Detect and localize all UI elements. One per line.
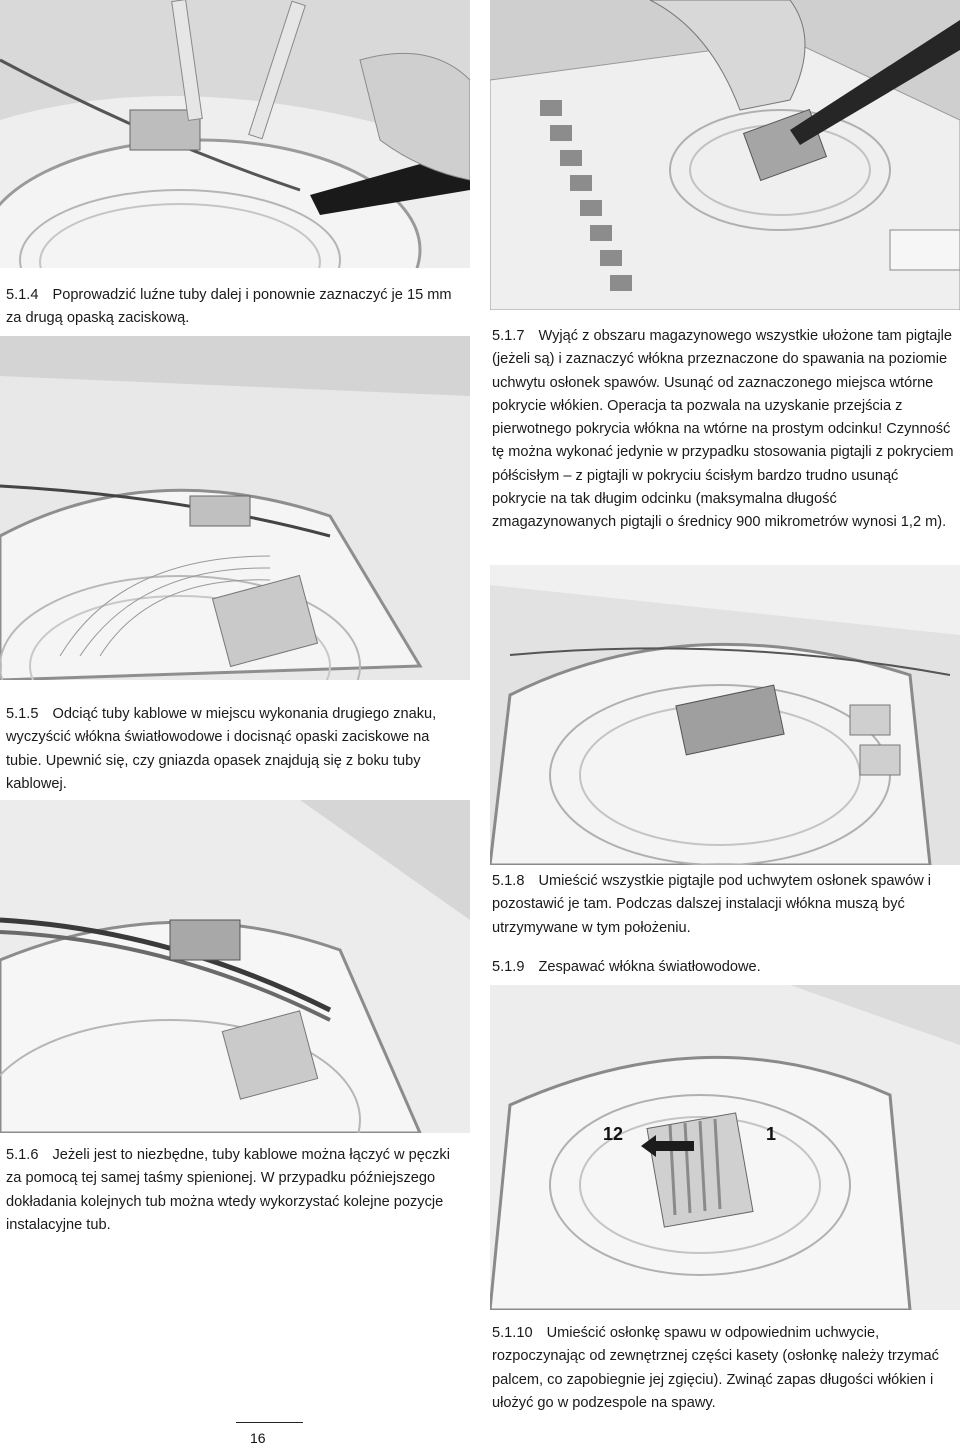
step-number: 5.1.10: [492, 1325, 533, 1341]
step-5-1-9: [492, 956, 954, 979]
step-number: 5.1.7: [492, 328, 525, 344]
step-text: Poprowadzić luźne tuby dalej i ponownie zaznaczyć je 15 mm za drugą opaską zaciskową.: [6, 287, 452, 327]
photo-cut-tubes: [0, 336, 470, 680]
step-number: 5.1.5: [6, 706, 39, 722]
photo-marking-tubes: [0, 0, 470, 268]
step-text: Umieścić wszystkie pigtajle pod uchwytem osłonek spawów i pozostawić je tam. Podczas dalszej instalacji włókna muszą być utrzymywane w tym położeniu.: [492, 873, 932, 936]
photo-bundled-tubes: [0, 800, 470, 1133]
page-number: 16: [250, 1430, 266, 1446]
step-number: 5.1.8: [492, 873, 525, 889]
footer-rule: [236, 1422, 303, 1423]
photo-splice-holder: [490, 985, 960, 1310]
step-text: Jeżeli jest to niezbędne, tuby kablowe można łączyć w pęczki za pomocą tej samej taśmy spienionej. W przypadku późniejszego dokładania kolejnych tub można wtedy wykorzystać kolejne pozycje instalacyjne tub.: [6, 1147, 450, 1233]
step-text: Wyjąć z obszaru magazynowego wszystkie ułożone tam pigtajle (jeżeli są) i zaznaczyć włókna przeznaczone do spawania na poziomie uchwytu osłonek spawów. Usunąć od zaznaczonego miejsca wtórne pokrycie włókien. Operacja ta pozwala na uzyskanie przejścia z pierwotnego pokrycia włókna na wtórne na prostym odcinku! Czynność tę można wykonać jedynie w przypadku stosowania pigtajli z pokryciem półścisłym – z pigtajli w pokryciu ścisłym bardzo trudno usunąć pokrycie na tak długim odcinku (maksymalna długość zmagazynowanych pigtajli o średnicy 900 mikrometrów wynosi 1,2 m).: [492, 328, 954, 531]
step-5-1-10: [492, 1322, 954, 1415]
step-number: 5.1.4: [6, 287, 39, 303]
step-5-1-5: [6, 703, 466, 796]
step-5-1-7: [492, 325, 954, 535]
step-text: Zespawać włókna światłowodowe.: [538, 959, 761, 975]
step-number: 5.1.9: [492, 959, 525, 975]
step-5-1-8: [492, 870, 954, 940]
step-text: Umieścić osłonkę spawu w odpowiednim uchwycie, rozpoczynając od zewnętrznej części kasety (osłonkę należy trzymać palcem, co zapobiegnie jej zgięciu). Zwinąć zapas długości włókien i ułożyć go w podzespole na spawy.: [492, 1325, 939, 1411]
step-5-1-6: [6, 1144, 466, 1237]
fiber-label-1: 1: [766, 1124, 777, 1144]
step-5-1-4: [6, 284, 461, 331]
step-number: 5.1.6: [6, 1147, 39, 1163]
photo-pigtails-under-holder: [490, 565, 960, 865]
step-text: Odciąć tuby kablowe w miejscu wykonania drugiego znaku, wyczyścić włókna światłowodowe i docisnąć opaski zaciskowe na tubie. Upewnić się, czy gniazda opasek znajdują się z boku tuby kablowej.: [6, 706, 437, 792]
fiber-label-12: 12: [603, 1124, 624, 1144]
photo-marking-pigtails: [490, 0, 960, 310]
